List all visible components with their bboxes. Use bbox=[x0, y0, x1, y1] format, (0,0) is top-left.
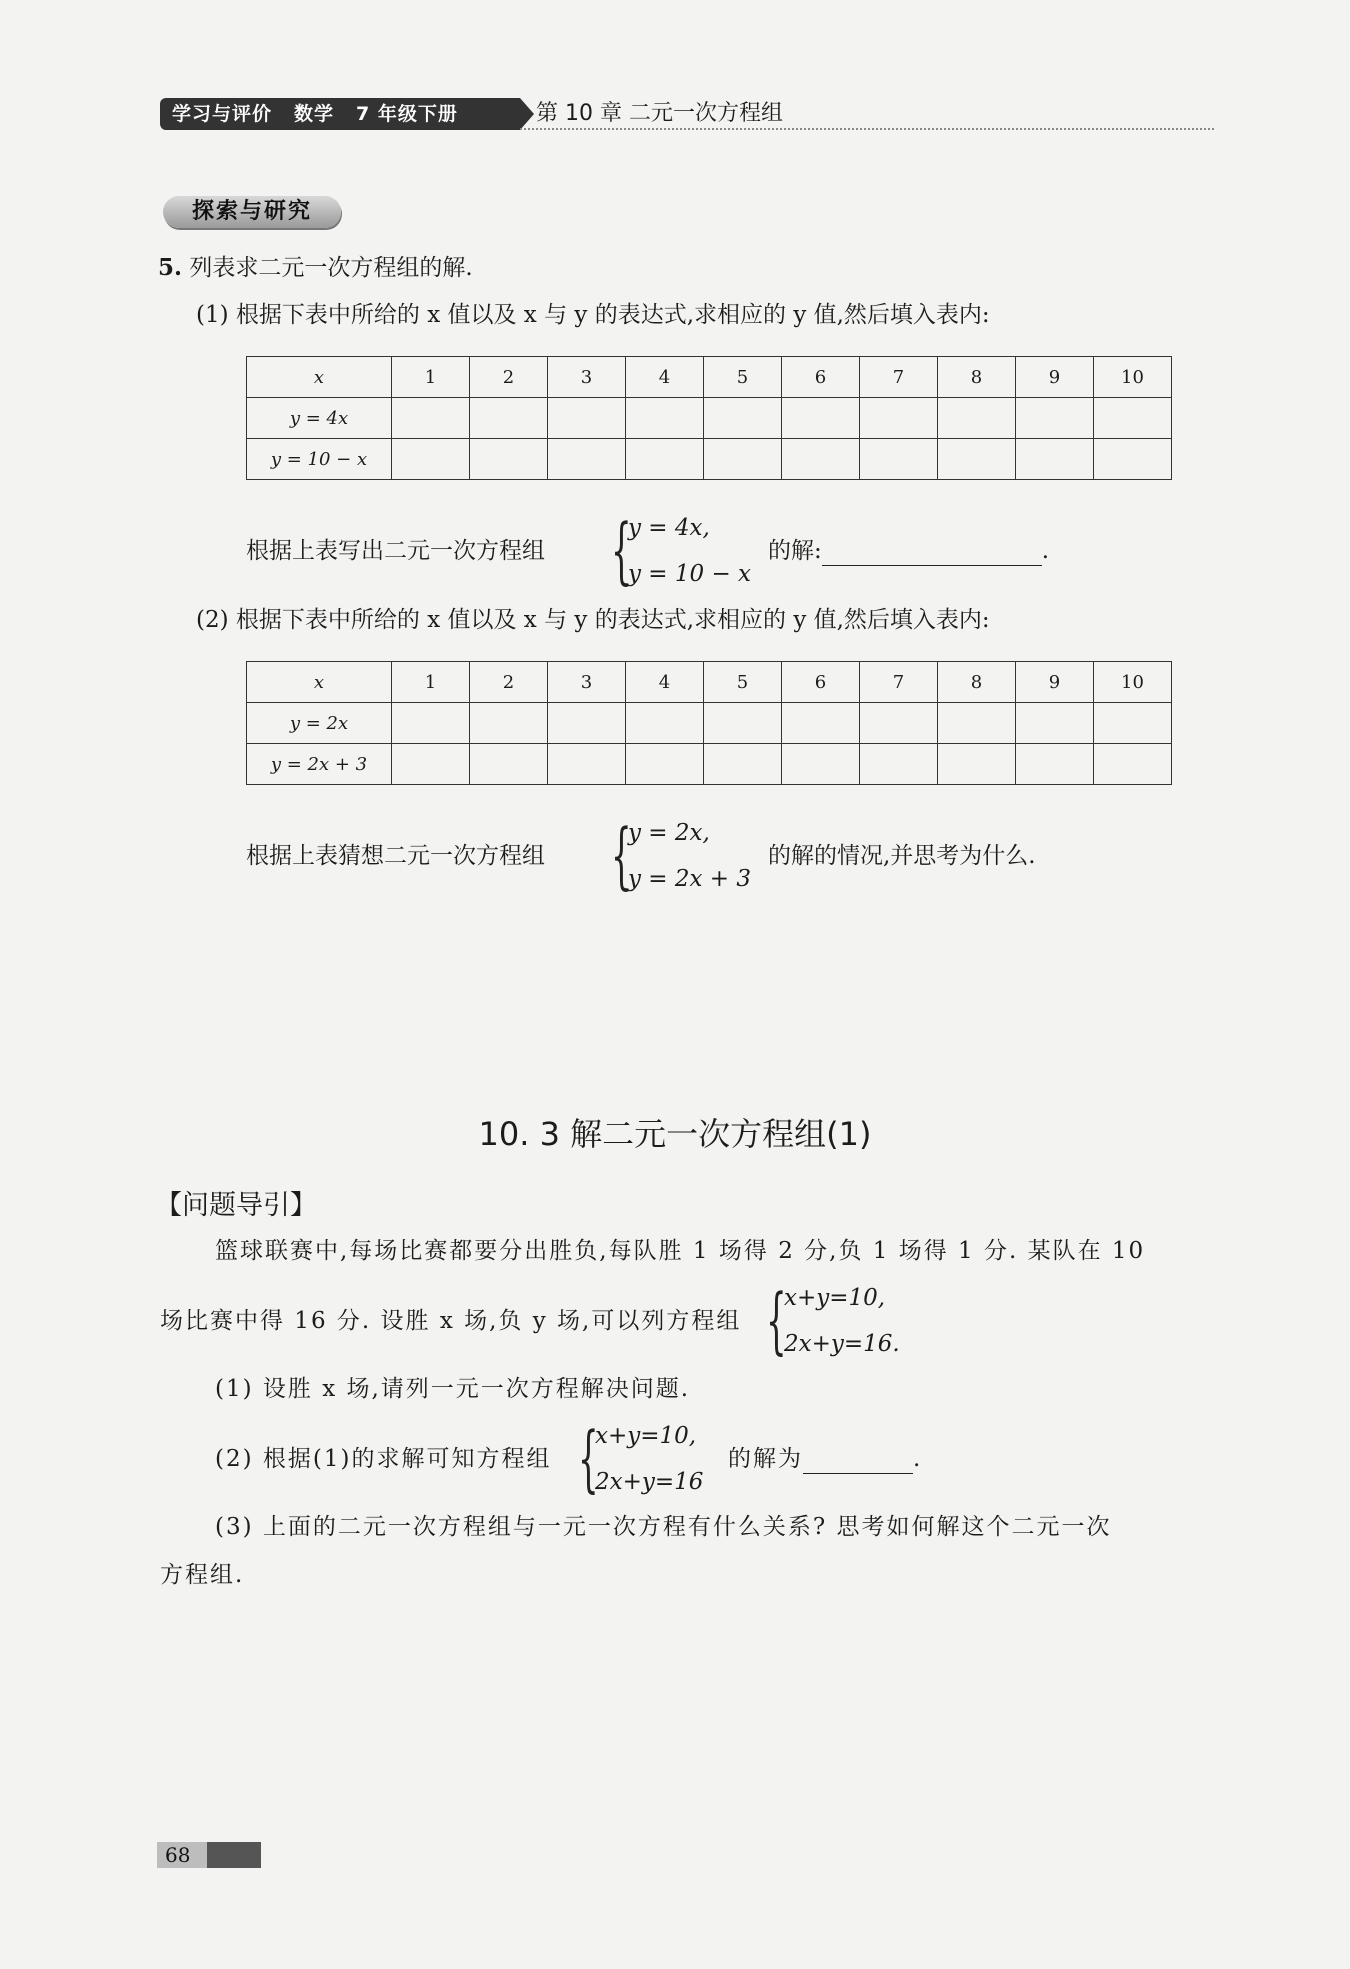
answer-blank[interactable] bbox=[822, 541, 1042, 566]
problem-guide-label: 【问题导引】 bbox=[155, 1190, 317, 1221]
system-eq-1: x+y=10, bbox=[595, 1423, 697, 1449]
answer-cell[interactable] bbox=[626, 439, 704, 480]
answer-cell[interactable] bbox=[548, 439, 626, 480]
answer-cell[interactable] bbox=[782, 398, 860, 439]
part1-prompt: (1) 根据下表中所给的 x 值以及 x 与 y 的表达式,求相应的 y 值,然后填入表内: bbox=[196, 302, 990, 328]
system-eq-1: x+y=10, bbox=[784, 1285, 886, 1311]
answer-cell[interactable] bbox=[704, 398, 782, 439]
answer-cell[interactable] bbox=[938, 744, 1016, 785]
problem-number: 5. bbox=[158, 254, 183, 281]
question-suffix: 的解为 bbox=[728, 1446, 803, 1472]
header-divider bbox=[520, 128, 1214, 130]
answer-cell[interactable] bbox=[392, 703, 470, 744]
table-row bbox=[247, 744, 1172, 785]
column-label: 7 bbox=[860, 662, 938, 703]
intro-line-2: 场比赛中得 16 分. 设胜 x 场,负 y 场,可以列方程组 bbox=[160, 1308, 742, 1334]
system-eq-1: y = 2x, bbox=[628, 820, 710, 846]
column-label: 2 bbox=[470, 662, 548, 703]
answer-cell[interactable] bbox=[782, 439, 860, 480]
answer-cell[interactable] bbox=[938, 439, 1016, 480]
column-label: 3 bbox=[548, 357, 626, 398]
answer-cell[interactable] bbox=[1016, 398, 1094, 439]
column-label: 6 bbox=[782, 662, 860, 703]
answer-cell[interactable] bbox=[626, 703, 704, 744]
section-badge: 探索与研究 bbox=[163, 196, 341, 228]
answer-cell[interactable] bbox=[470, 744, 548, 785]
chapter-title: 第 10 章 二元一次方程组 bbox=[536, 101, 783, 126]
column-label: 4 bbox=[626, 357, 704, 398]
question-3-line-2: 方程组. bbox=[160, 1562, 245, 1588]
system-eq-2: 2x+y=16 bbox=[595, 1469, 704, 1495]
system-eq-1: y = 4x, bbox=[628, 515, 710, 541]
column-label: 4 bbox=[626, 662, 704, 703]
page-number: 68 bbox=[157, 1842, 261, 1868]
row-label: y = 10 − x bbox=[247, 439, 392, 480]
answer-cell[interactable] bbox=[782, 744, 860, 785]
table-2 bbox=[246, 661, 1172, 785]
answer-cell[interactable] bbox=[860, 744, 938, 785]
question-2-end: 的解为 . bbox=[728, 1446, 923, 1472]
column-label: 1 bbox=[392, 357, 470, 398]
answer-cell[interactable] bbox=[704, 439, 782, 480]
page-header bbox=[160, 98, 1214, 132]
answer-cell[interactable] bbox=[938, 703, 1016, 744]
column-label: 5 bbox=[704, 662, 782, 703]
part2-prompt: (2) 根据下表中所给的 x 值以及 x 与 y 的表达式,求相应的 y 值,然后填入表内: bbox=[196, 607, 990, 633]
table-row bbox=[247, 703, 1172, 744]
problem-title-text: 列表求二元一次方程组的解. bbox=[189, 255, 473, 281]
system-brace: { bbox=[611, 508, 632, 592]
answer-cell[interactable] bbox=[548, 703, 626, 744]
column-label: 2 bbox=[470, 357, 548, 398]
table-row bbox=[247, 662, 1172, 703]
part2-question-end: 的解的情况,并思考为什么. bbox=[768, 843, 1036, 869]
answer-cell[interactable] bbox=[392, 744, 470, 785]
table-1 bbox=[246, 356, 1172, 480]
answer-cell[interactable] bbox=[1094, 744, 1172, 785]
table-row bbox=[247, 439, 1172, 480]
book-title: 学习与评价 bbox=[172, 103, 273, 125]
answer-cell[interactable] bbox=[782, 703, 860, 744]
table-header-cell: x bbox=[247, 662, 392, 703]
answer-cell[interactable] bbox=[860, 703, 938, 744]
answer-cell[interactable] bbox=[1016, 439, 1094, 480]
answer-cell[interactable] bbox=[470, 439, 548, 480]
column-label: 9 bbox=[1016, 357, 1094, 398]
answer-cell[interactable] bbox=[470, 703, 548, 744]
lesson-title: 10. 3 解二元一次方程组(1) bbox=[478, 1115, 872, 1153]
question-2: (2) 根据(1)的求解可知方程组 bbox=[215, 1446, 552, 1472]
system-eq-2: 2x+y=16. bbox=[784, 1331, 900, 1357]
part1-question-end: 的解: . bbox=[768, 538, 1050, 564]
table-header-cell: x bbox=[247, 357, 392, 398]
system-brace: { bbox=[611, 813, 632, 897]
column-label: 7 bbox=[860, 357, 938, 398]
answer-cell[interactable] bbox=[1094, 398, 1172, 439]
column-label: 10 bbox=[1094, 357, 1172, 398]
question-3-line-1: (3) 上面的二元一次方程组与一元一次方程有什么关系? 思考如何解这个二元一次 bbox=[215, 1514, 1112, 1540]
column-label: 8 bbox=[938, 662, 1016, 703]
book-info-tab bbox=[160, 98, 520, 130]
table-row bbox=[247, 357, 1172, 398]
answer-cell[interactable] bbox=[392, 398, 470, 439]
row-label: y = 4x bbox=[247, 398, 392, 439]
question-suffix: 的解: bbox=[768, 538, 822, 564]
answer-cell[interactable] bbox=[1016, 703, 1094, 744]
answer-cell[interactable] bbox=[626, 744, 704, 785]
answer-cell[interactable] bbox=[860, 398, 938, 439]
answer-cell[interactable] bbox=[704, 703, 782, 744]
column-label: 5 bbox=[704, 357, 782, 398]
column-label: 6 bbox=[782, 357, 860, 398]
answer-cell[interactable] bbox=[392, 439, 470, 480]
answer-blank[interactable] bbox=[803, 1449, 913, 1474]
question-1: (1) 设胜 x 场,请列一元一次方程解决问题. bbox=[215, 1376, 691, 1402]
column-label: 3 bbox=[548, 662, 626, 703]
column-label: 9 bbox=[1016, 662, 1094, 703]
subject-label: 数学 bbox=[294, 103, 335, 125]
system-brace: { bbox=[578, 1416, 599, 1500]
answer-cell[interactable] bbox=[470, 398, 548, 439]
grade-label: 7 年级下册 bbox=[356, 103, 458, 125]
answer-cell[interactable] bbox=[704, 744, 782, 785]
table-row bbox=[247, 398, 1172, 439]
column-label: 8 bbox=[938, 357, 1016, 398]
answer-cell[interactable] bbox=[548, 398, 626, 439]
system-brace: { bbox=[766, 1278, 787, 1362]
answer-cell[interactable] bbox=[626, 398, 704, 439]
system-eq-2: y = 2x + 3 bbox=[628, 866, 752, 892]
intro-line-1: 篮球联赛中,每场比赛都要分出胜负,每队胜 1 场得 2 分,负 1 场得 1 分. 某队在 10 bbox=[215, 1238, 1146, 1264]
column-label: 10 bbox=[1094, 662, 1172, 703]
answer-cell[interactable] bbox=[860, 439, 938, 480]
row-label: y = 2x + 3 bbox=[247, 744, 392, 785]
part1-question: 根据上表写出二元一次方程组 bbox=[246, 538, 545, 564]
answer-cell[interactable] bbox=[1094, 439, 1172, 480]
column-label: 1 bbox=[392, 662, 470, 703]
answer-cell[interactable] bbox=[938, 398, 1016, 439]
answer-cell[interactable] bbox=[1016, 744, 1094, 785]
row-label: y = 2x bbox=[247, 703, 392, 744]
answer-cell[interactable] bbox=[1094, 703, 1172, 744]
answer-cell[interactable] bbox=[548, 744, 626, 785]
part2-question: 根据上表猜想二元一次方程组 bbox=[246, 843, 545, 869]
system-eq-2: y = 10 − x bbox=[628, 561, 752, 587]
problem-5-title bbox=[158, 253, 473, 283]
